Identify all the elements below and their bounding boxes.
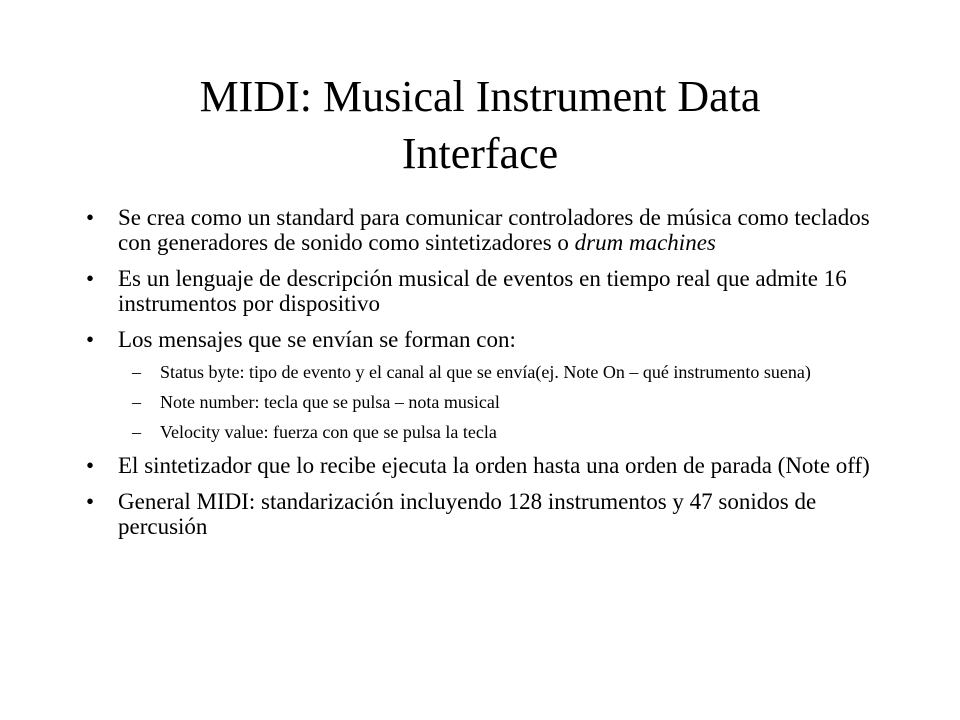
sub-bullet-item-velocity-value xyxy=(84,421,894,443)
slide-title xyxy=(80,68,880,182)
slide-title-line-1: MIDI: Musical Instrument Data xyxy=(199,72,761,121)
bullet-emphasis-text: drum machines xyxy=(574,230,716,255)
bullet-item-general-midi xyxy=(84,489,894,539)
bullet-marker: • xyxy=(86,489,95,514)
bullet-marker: • xyxy=(86,266,95,291)
bullet-item-midi-standard xyxy=(84,205,894,255)
sub-bullet-text: Note number: tecla que se pulsa – nota musical xyxy=(160,392,500,412)
sub-bullet-list xyxy=(84,361,894,443)
bullet-item-synthesizer-execution xyxy=(84,453,894,478)
sub-bullet-item-status-byte xyxy=(84,361,894,383)
bullet-marker: • xyxy=(86,327,95,352)
slide-title-line-2: Interface xyxy=(401,129,559,178)
bullet-text: Se crea como un standard para comunicar controladores de música como teclados con generadores de sonido como sintetizadores o xyxy=(118,205,870,255)
sub-bullet-text: Status byte: tipo de evento y el canal al que se envía(ej. Note On – qué instrumento suena) xyxy=(160,362,811,382)
sub-bullet-item-note-number xyxy=(84,391,894,413)
bullet-text: General MIDI: standarización incluyendo 128 instrumentos y 47 sonidos de percusión xyxy=(118,489,817,539)
bullet-marker: • xyxy=(86,205,95,230)
sub-bullet-marker: – xyxy=(132,362,141,382)
bullet-text: Los mensajes que se envían se forman con: xyxy=(118,327,516,352)
bullet-text: Es un lenguaje de descripción musical de eventos en tiempo real que admite 16 instrumentos por dispositivo xyxy=(118,266,847,316)
bullet-marker: • xyxy=(86,453,95,478)
bullet-item-message-format xyxy=(84,327,894,352)
bullet-list xyxy=(84,205,894,550)
bullet-text: El sintetizador que lo recibe ejecuta la orden hasta una orden de parada (Note off) xyxy=(118,453,870,478)
bullet-item-language-description xyxy=(84,266,894,316)
sub-bullet-text: Velocity value: fuerza con que se pulsa la tecla xyxy=(160,422,497,442)
sub-bullet-marker: – xyxy=(132,422,141,442)
sub-bullet-marker: – xyxy=(132,392,141,412)
